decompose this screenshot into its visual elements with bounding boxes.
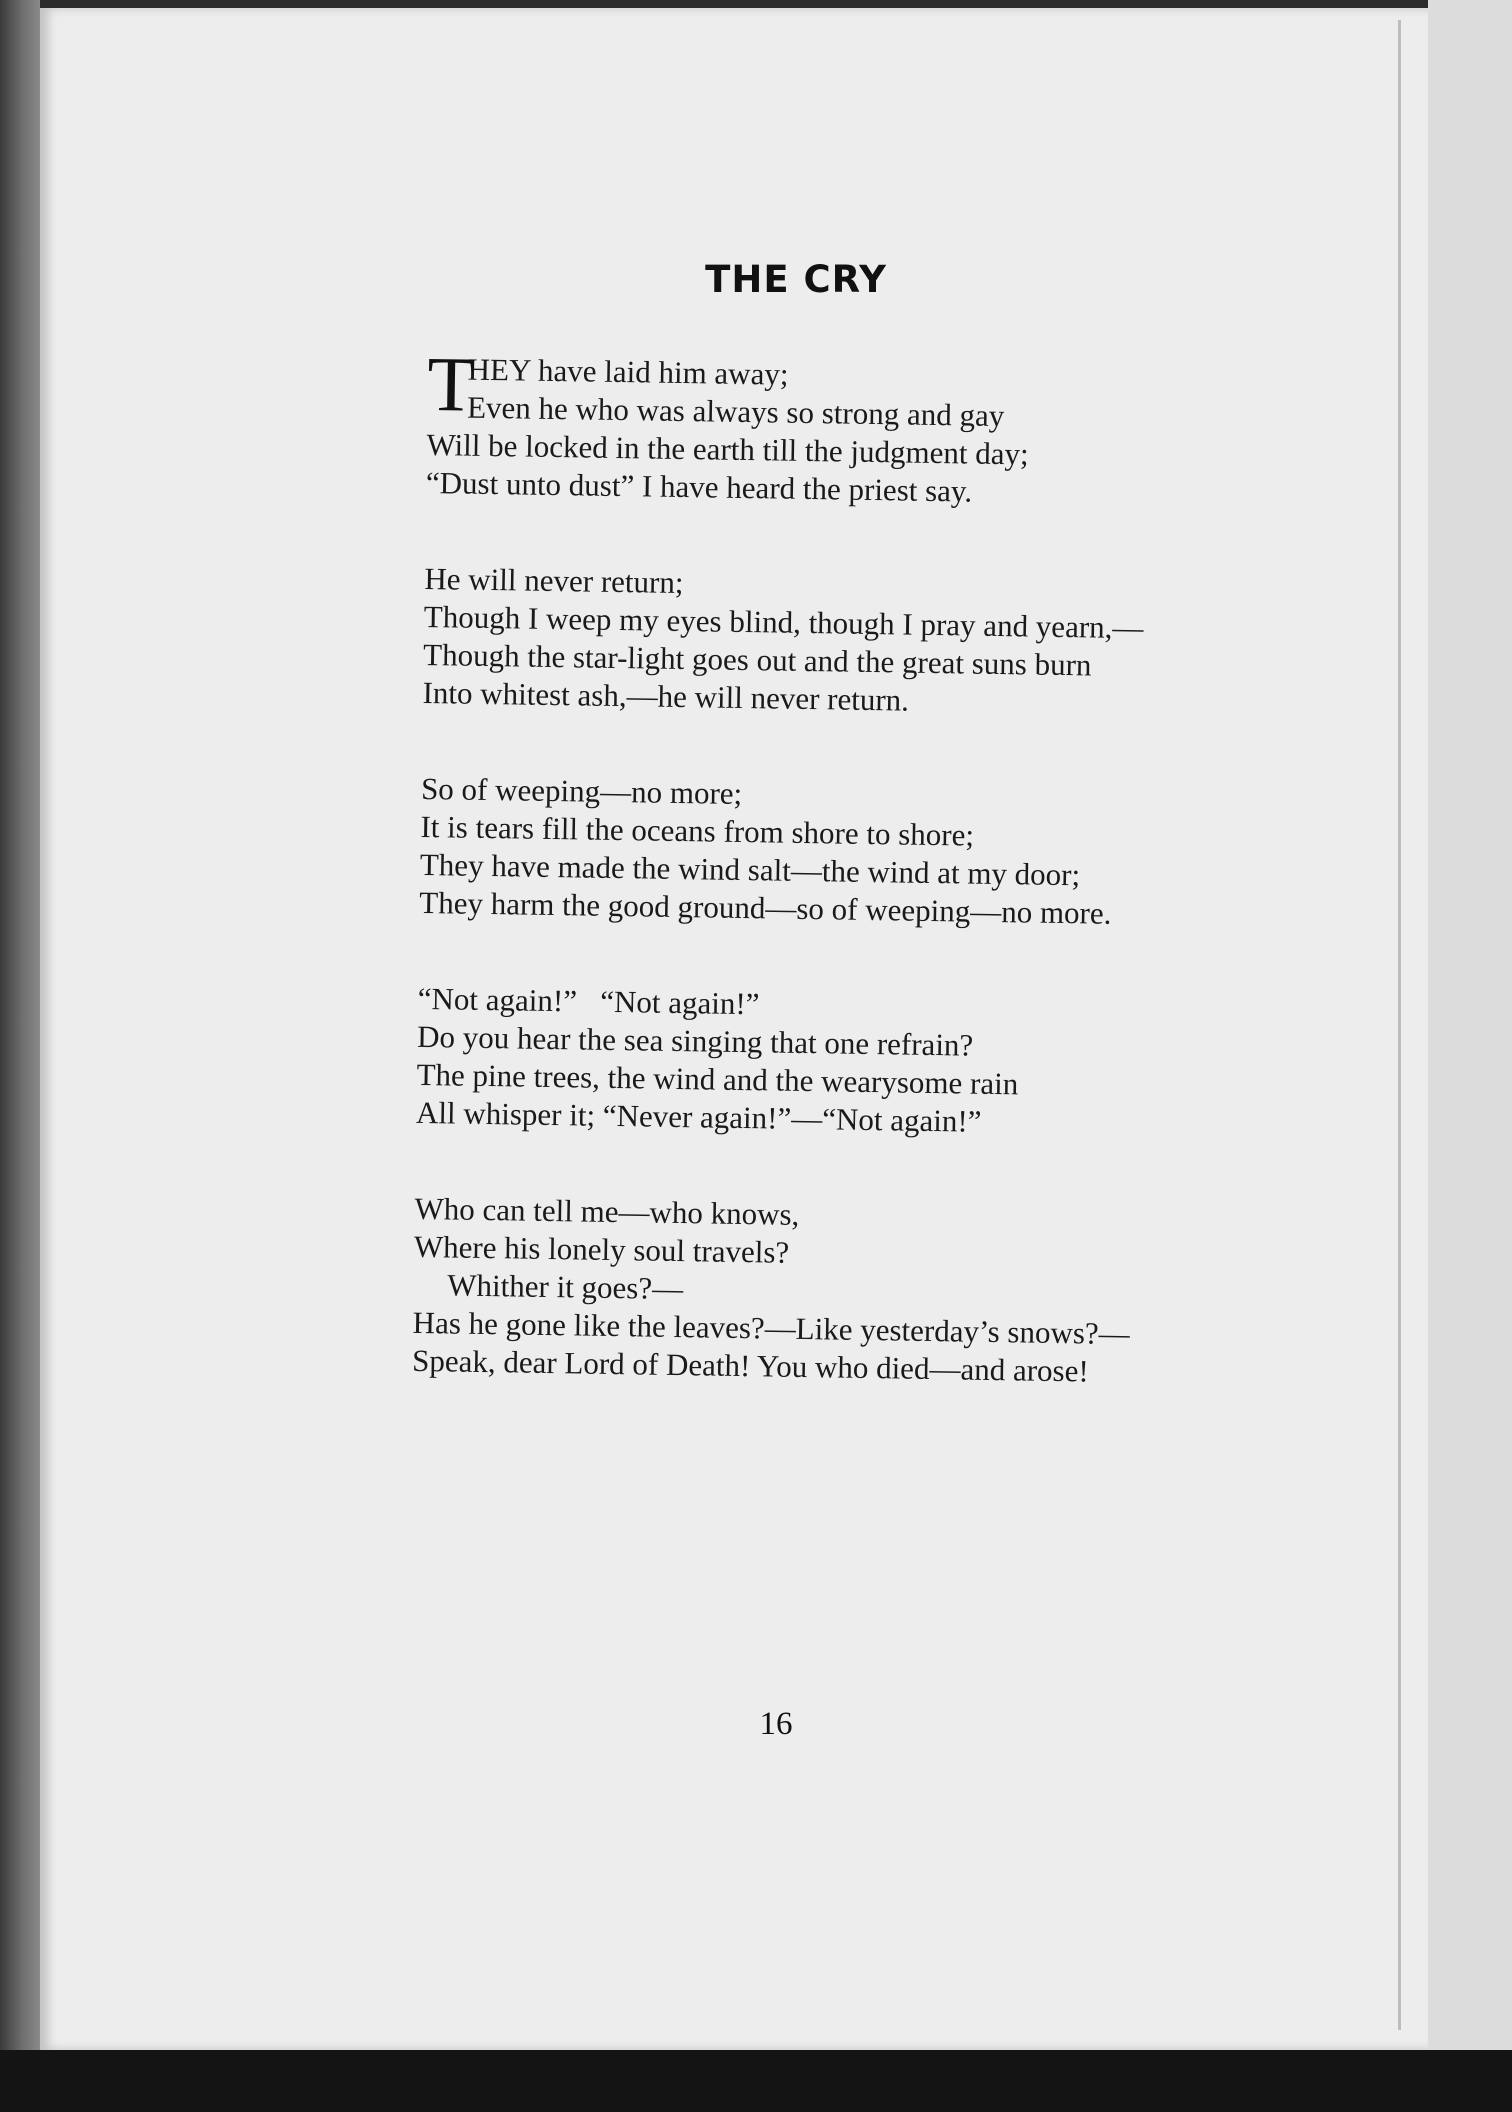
stanza-1 xyxy=(425,340,1168,514)
poem-line: Has he gone like the leaves?—Like yesterday’s snows?— xyxy=(412,1304,1131,1352)
poem-line: “Not again!” “Not again!” xyxy=(417,980,760,1022)
poem-line: Into whitest ash,—he will never return. xyxy=(422,674,910,718)
bottom-shadow xyxy=(0,2050,1512,2112)
poem-line: The pine trees, the wind and the wearysome rain xyxy=(416,1056,1019,1102)
poem-line: All whisper it; “Never again!”—“Not again!” xyxy=(415,1094,982,1139)
poem-line: Speak, dear Lord of Death! You who died—and arose! xyxy=(411,1342,1089,1389)
poem-line: Where his lonely soul travels? xyxy=(413,1228,790,1270)
top-shadow xyxy=(40,0,1512,8)
poem-line: So of weeping—no more; xyxy=(420,770,743,811)
poem-line: It is tears fill the oceans from shore to shore; xyxy=(420,808,975,853)
poem-line: Though the star-light goes out and the great suns burn xyxy=(422,636,1092,683)
poem-line: Even he who was always so strong and gay xyxy=(466,389,1005,434)
poem-line: They harm the good ground—so of weeping—no more. xyxy=(419,884,1112,931)
stanza-2 xyxy=(422,560,1164,724)
poem-line: Though I weep my eyes blind, though I pray and yearn,— xyxy=(423,598,1144,646)
stanza-4 xyxy=(416,980,1158,1144)
stanza-5 xyxy=(412,1190,1155,1392)
poem-title: THE CRY xyxy=(705,258,887,301)
poem-line: They have made the wind salt—the wind at my door; xyxy=(419,846,1081,893)
poem-line-text: HEY have laid him away; xyxy=(467,351,789,392)
poem-body xyxy=(411,340,1168,1449)
poem-line: He will never return; xyxy=(424,560,684,601)
poem-line: Who can tell me—who knows, xyxy=(414,1190,800,1232)
poem-line: Whither it goes?— xyxy=(447,1267,684,1307)
poem-line: Do you hear the sea singing that one refrain? xyxy=(416,1018,974,1063)
stanza-3 xyxy=(419,770,1161,934)
poem-line: “Dust unto dust” I have heard the priest say. xyxy=(425,464,973,509)
book-spine xyxy=(0,0,40,2112)
poem-line: Will be locked in the earth till the judgment day; xyxy=(426,426,1029,472)
drop-cap: T xyxy=(426,340,476,428)
page-number: 16 xyxy=(759,1706,793,1742)
facing-page-edge xyxy=(1428,0,1512,2112)
